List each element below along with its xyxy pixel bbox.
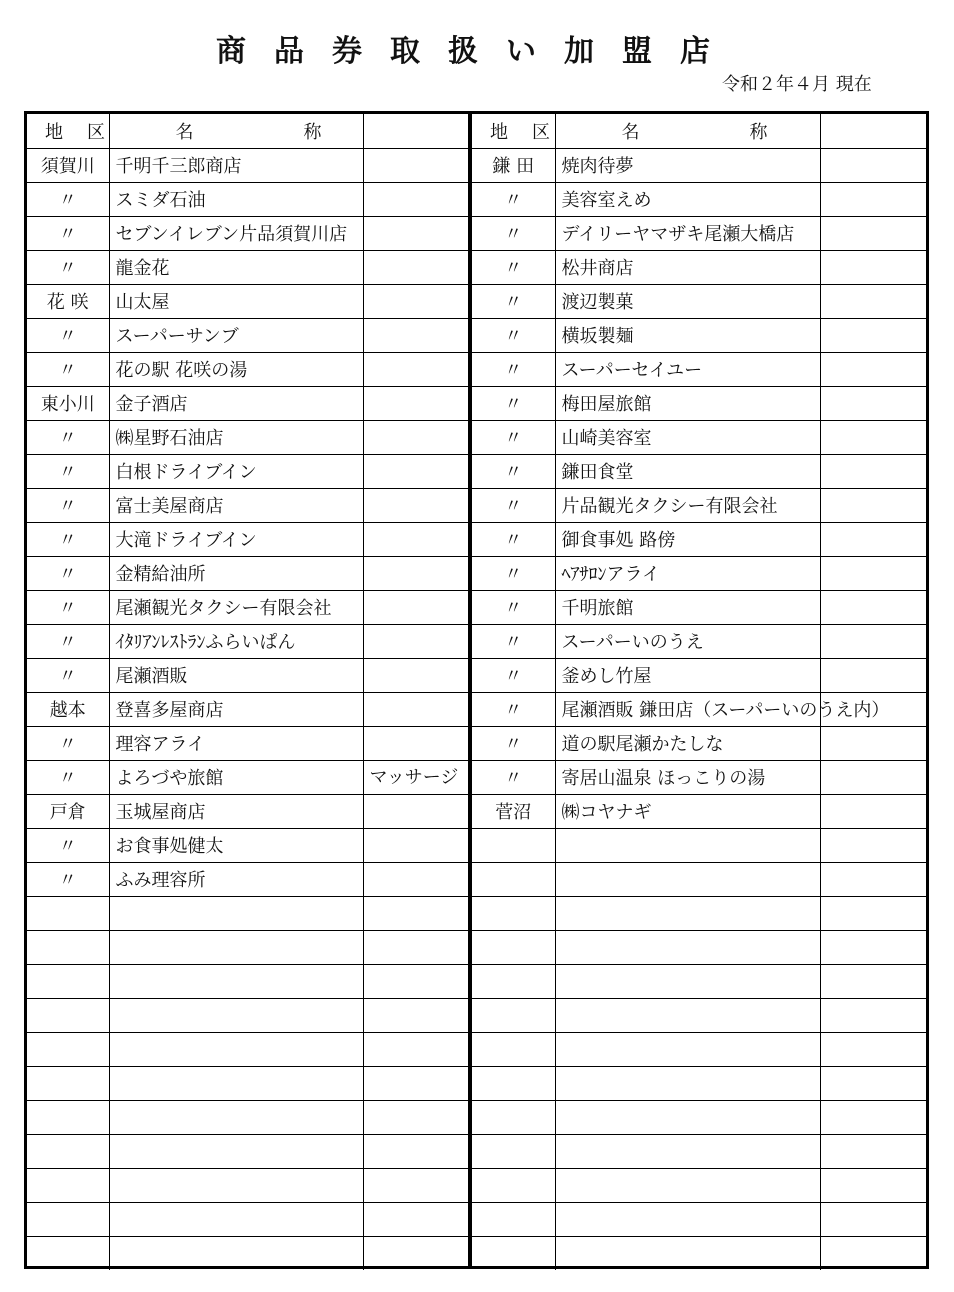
note-cell xyxy=(820,998,926,1032)
table-row xyxy=(27,1066,468,1100)
table-row xyxy=(472,420,926,454)
store-name-cell: 釜めし竹屋 xyxy=(555,658,820,692)
note-cell xyxy=(820,148,926,182)
note-cell: マッサージ xyxy=(363,760,468,794)
store-name-cell: 鎌田食堂 xyxy=(555,454,820,488)
note-cell xyxy=(363,828,468,862)
store-name-cell: 美容室えめ xyxy=(555,182,820,216)
note-cell xyxy=(363,216,468,250)
as-of-date: 令和２年４月 現在 xyxy=(722,74,872,95)
table-row xyxy=(27,216,468,250)
area-cell: 菅沼 xyxy=(472,794,555,828)
note-cell xyxy=(363,1066,468,1100)
note-cell xyxy=(363,964,468,998)
note-cell xyxy=(820,964,926,998)
area-cell: 東小川 xyxy=(27,386,109,420)
table-row xyxy=(472,318,926,352)
note-cell xyxy=(363,862,468,896)
table-row xyxy=(27,1168,468,1202)
table-row xyxy=(27,964,468,998)
area-cell xyxy=(472,862,555,896)
table-row xyxy=(472,1100,926,1134)
store-name-cell xyxy=(109,896,363,930)
note-cell xyxy=(820,216,926,250)
table-row xyxy=(472,862,926,896)
note-cell xyxy=(363,930,468,964)
area-cell: 〃 xyxy=(472,182,555,216)
table-row xyxy=(27,522,468,556)
note-cell xyxy=(820,760,926,794)
area-cell: 〃 xyxy=(27,556,109,590)
note-cell xyxy=(820,862,926,896)
store-name-cell xyxy=(555,1100,820,1134)
note-cell xyxy=(363,624,468,658)
area-cell: 〃 xyxy=(27,318,109,352)
table-row xyxy=(472,760,926,794)
area-cell xyxy=(27,1134,109,1168)
area-cell: 〃 xyxy=(472,420,555,454)
table-row xyxy=(27,692,468,726)
area-cell xyxy=(472,1134,555,1168)
store-name-cell: 千明旅館 xyxy=(555,590,820,624)
table-row xyxy=(27,726,468,760)
table-row xyxy=(27,352,468,386)
note-cell xyxy=(820,386,926,420)
header-name: 名称 xyxy=(555,114,820,148)
note-cell xyxy=(820,590,926,624)
area-cell xyxy=(472,964,555,998)
area-cell xyxy=(472,1100,555,1134)
table-row xyxy=(472,1202,926,1236)
store-name-cell xyxy=(555,862,820,896)
area-cell: 〃 xyxy=(27,182,109,216)
area-cell: 〃 xyxy=(27,420,109,454)
area-cell: 〃 xyxy=(27,522,109,556)
store-name-cell: 尾瀬観光タクシー有限会社 xyxy=(109,590,363,624)
table-row xyxy=(27,624,468,658)
area-cell: 〃 xyxy=(472,556,555,590)
store-name-cell: 道の駅尾瀬かたしな xyxy=(555,726,820,760)
table-row xyxy=(472,250,926,284)
note-cell xyxy=(363,998,468,1032)
table-row xyxy=(472,182,926,216)
area-cell: 〃 xyxy=(27,828,109,862)
left-store-table xyxy=(27,114,468,1270)
table-row xyxy=(472,998,926,1032)
store-name-cell: 金精給油所 xyxy=(109,556,363,590)
table-row xyxy=(27,386,468,420)
note-cell xyxy=(363,182,468,216)
area-cell xyxy=(27,930,109,964)
store-name-cell: セブンイレブン片品須賀川店 xyxy=(109,216,363,250)
store-name-cell: スーパーいのうえ xyxy=(555,624,820,658)
note-cell xyxy=(363,692,468,726)
store-name-cell xyxy=(555,1168,820,1202)
note-cell xyxy=(363,896,468,930)
note-cell xyxy=(820,182,926,216)
table-row xyxy=(27,454,468,488)
note-cell xyxy=(820,556,926,590)
store-name-cell: 登喜多屋商店 xyxy=(109,692,363,726)
table-row xyxy=(27,794,468,828)
note-cell xyxy=(363,1236,468,1270)
table-row xyxy=(472,1066,926,1100)
store-name-cell xyxy=(109,964,363,998)
area-cell: 〃 xyxy=(472,318,555,352)
area-cell xyxy=(27,1202,109,1236)
store-name-cell xyxy=(109,1134,363,1168)
note-cell xyxy=(820,658,926,692)
note-cell xyxy=(820,1032,926,1066)
store-name-cell: 玉城屋商店 xyxy=(109,794,363,828)
store-name-cell: 金子酒店 xyxy=(109,386,363,420)
note-cell xyxy=(820,624,926,658)
header-area: 地区 xyxy=(27,114,109,148)
table-row xyxy=(27,930,468,964)
note-cell xyxy=(820,1066,926,1100)
area-cell: 〃 xyxy=(472,488,555,522)
note-cell xyxy=(363,1100,468,1134)
note-cell xyxy=(820,522,926,556)
area-cell xyxy=(472,930,555,964)
note-cell xyxy=(363,1168,468,1202)
store-name-cell: ﾍｱｻﾛﾝアライ xyxy=(555,556,820,590)
store-name-cell xyxy=(109,998,363,1032)
table-row xyxy=(27,590,468,624)
table-row xyxy=(27,658,468,692)
store-name-cell: 片品観光タクシー有限会社 xyxy=(555,488,820,522)
store-name-cell: 山太屋 xyxy=(109,284,363,318)
area-cell: 〃 xyxy=(472,624,555,658)
table-row xyxy=(472,352,926,386)
store-name-cell xyxy=(109,930,363,964)
note-cell xyxy=(820,794,926,828)
note-cell xyxy=(363,454,468,488)
store-name-cell: よろづや旅館 xyxy=(109,760,363,794)
table-row xyxy=(472,896,926,930)
note-cell xyxy=(363,250,468,284)
table-row xyxy=(472,964,926,998)
note-cell xyxy=(363,148,468,182)
area-cell xyxy=(27,1032,109,1066)
area-cell: 〃 xyxy=(472,216,555,250)
area-cell xyxy=(472,1032,555,1066)
table-row xyxy=(472,454,926,488)
area-cell: 〃 xyxy=(472,590,555,624)
right-header-row xyxy=(472,114,926,148)
header-area: 地区 xyxy=(472,114,555,148)
area-cell xyxy=(27,964,109,998)
store-name-cell xyxy=(109,1066,363,1100)
store-name-cell: スーパーセイユー xyxy=(555,352,820,386)
area-cell: 〃 xyxy=(472,454,555,488)
area-cell: 〃 xyxy=(472,386,555,420)
area-cell xyxy=(27,1236,109,1270)
note-cell xyxy=(820,420,926,454)
area-cell: 〃 xyxy=(27,624,109,658)
table-row xyxy=(472,148,926,182)
table-row xyxy=(27,1202,468,1236)
table-row xyxy=(27,828,468,862)
note-cell xyxy=(363,420,468,454)
table-row xyxy=(472,794,926,828)
store-name-cell xyxy=(555,1236,820,1270)
note-cell xyxy=(363,1032,468,1066)
note-cell xyxy=(363,794,468,828)
store-name-cell xyxy=(109,1202,363,1236)
area-cell xyxy=(472,998,555,1032)
table-row xyxy=(472,1134,926,1168)
table-row xyxy=(27,556,468,590)
note-cell xyxy=(820,352,926,386)
store-name-cell: 富士美屋商店 xyxy=(109,488,363,522)
store-name-cell: 白根ドライブイン xyxy=(109,454,363,488)
note-cell xyxy=(820,318,926,352)
note-cell xyxy=(820,284,926,318)
area-cell xyxy=(472,1168,555,1202)
area-cell xyxy=(472,1236,555,1270)
store-name-cell xyxy=(109,1236,363,1270)
area-cell: 須賀川 xyxy=(27,148,109,182)
area-cell: 〃 xyxy=(472,284,555,318)
store-name-cell: 渡辺製菓 xyxy=(555,284,820,318)
store-name-cell: 千明千三郎商店 xyxy=(109,148,363,182)
table-row xyxy=(472,284,926,318)
store-name-cell: 大滝ドライブイン xyxy=(109,522,363,556)
area-cell: 〃 xyxy=(27,862,109,896)
table-row xyxy=(27,284,468,318)
store-name-cell: スーパーサンブ xyxy=(109,318,363,352)
note-cell xyxy=(363,1202,468,1236)
table-row xyxy=(472,522,926,556)
area-cell xyxy=(27,1100,109,1134)
note-cell xyxy=(363,590,468,624)
table-row xyxy=(472,590,926,624)
note-cell xyxy=(820,250,926,284)
table-row xyxy=(27,862,468,896)
store-name-cell: お食事処健太 xyxy=(109,828,363,862)
table-row xyxy=(472,658,926,692)
note-cell xyxy=(820,726,926,760)
area-cell xyxy=(27,1168,109,1202)
note-cell xyxy=(363,284,468,318)
note-cell xyxy=(820,930,926,964)
store-name-cell xyxy=(555,964,820,998)
store-name-cell: デイリーヤマザキ尾瀬大橋店 xyxy=(555,216,820,250)
area-cell: 〃 xyxy=(27,488,109,522)
area-cell xyxy=(472,1202,555,1236)
store-name-cell: 尾瀬酒販 xyxy=(109,658,363,692)
table-row xyxy=(472,726,926,760)
store-name-cell: 理容アライ xyxy=(109,726,363,760)
left-header-row xyxy=(27,114,468,148)
area-cell: 越本 xyxy=(27,692,109,726)
area-cell: 〃 xyxy=(472,522,555,556)
table-row xyxy=(27,488,468,522)
store-name-cell: 寄居山温泉 ほっこりの湯 xyxy=(555,760,820,794)
table-row xyxy=(27,1134,468,1168)
store-name-cell: スミダ石油 xyxy=(109,182,363,216)
store-name-cell: 尾瀬酒販 鎌田店（スーパーいのうえ内） xyxy=(555,692,820,726)
note-cell xyxy=(820,1168,926,1202)
area-cell xyxy=(472,828,555,862)
area-cell xyxy=(472,896,555,930)
area-cell: 〃 xyxy=(27,454,109,488)
store-name-cell: ㈱コヤナギ xyxy=(555,794,820,828)
table-row xyxy=(472,828,926,862)
area-cell: 〃 xyxy=(472,692,555,726)
note-cell xyxy=(820,1100,926,1134)
area-cell: 鎌 田 xyxy=(472,148,555,182)
table-row xyxy=(472,1168,926,1202)
note-cell xyxy=(363,352,468,386)
note-cell xyxy=(820,828,926,862)
store-name-cell: 梅田屋旅館 xyxy=(555,386,820,420)
store-name-cell xyxy=(109,1032,363,1066)
table-row xyxy=(472,216,926,250)
area-cell xyxy=(27,998,109,1032)
note-cell xyxy=(820,454,926,488)
area-cell: 花 咲 xyxy=(27,284,109,318)
store-name-cell: ふみ理容所 xyxy=(109,862,363,896)
table-row xyxy=(27,420,468,454)
store-name-cell: ㈱星野石油店 xyxy=(109,420,363,454)
page-title: 商品券取扱い加盟店 xyxy=(216,34,738,69)
table-row xyxy=(472,692,926,726)
header-name: 名称 xyxy=(109,114,363,148)
table-row xyxy=(27,318,468,352)
table-row xyxy=(27,1100,468,1134)
store-name-cell xyxy=(555,1134,820,1168)
note-cell xyxy=(363,386,468,420)
area-cell: 〃 xyxy=(27,726,109,760)
store-name-cell: 松井商店 xyxy=(555,250,820,284)
table-row xyxy=(472,930,926,964)
area-cell: 〃 xyxy=(472,726,555,760)
store-name-cell: ｲﾀﾘｱﾝﾚｽﾄﾗﾝふらいぱん xyxy=(109,624,363,658)
area-cell: 〃 xyxy=(27,352,109,386)
area-cell: 〃 xyxy=(27,216,109,250)
area-cell xyxy=(27,896,109,930)
store-name-cell: 御食事処 路傍 xyxy=(555,522,820,556)
table-row xyxy=(472,1236,926,1270)
store-name-cell xyxy=(109,1168,363,1202)
note-cell xyxy=(820,896,926,930)
note-cell xyxy=(363,522,468,556)
note-cell xyxy=(363,1134,468,1168)
table-row xyxy=(27,998,468,1032)
note-cell xyxy=(820,488,926,522)
area-cell: 〃 xyxy=(27,760,109,794)
store-name-cell xyxy=(555,1032,820,1066)
store-name-cell: 横坂製麺 xyxy=(555,318,820,352)
note-cell xyxy=(820,1236,926,1270)
table-row xyxy=(472,386,926,420)
store-name-cell xyxy=(555,998,820,1032)
area-cell: 〃 xyxy=(27,250,109,284)
note-cell xyxy=(363,726,468,760)
area-cell: 〃 xyxy=(472,250,555,284)
area-cell: 〃 xyxy=(472,760,555,794)
right-store-table xyxy=(472,114,926,1270)
area-cell: 〃 xyxy=(27,658,109,692)
area-cell xyxy=(27,1066,109,1100)
store-name-cell xyxy=(555,1202,820,1236)
note-cell xyxy=(363,318,468,352)
store-name-cell: 焼肉待夢 xyxy=(555,148,820,182)
store-name-cell xyxy=(555,896,820,930)
store-name-cell: 花の駅 花咲の湯 xyxy=(109,352,363,386)
store-name-cell xyxy=(555,930,820,964)
note-cell xyxy=(820,1134,926,1168)
note-cell xyxy=(363,556,468,590)
area-cell: 〃 xyxy=(472,658,555,692)
store-name-cell xyxy=(555,828,820,862)
table-row xyxy=(27,896,468,930)
store-name-cell: 龍金花 xyxy=(109,250,363,284)
area-cell: 〃 xyxy=(27,590,109,624)
table-row xyxy=(27,1032,468,1066)
table-row xyxy=(27,760,468,794)
area-cell xyxy=(472,1066,555,1100)
table-row xyxy=(27,1236,468,1270)
table-row xyxy=(472,624,926,658)
store-name-cell xyxy=(555,1066,820,1100)
table-row xyxy=(472,488,926,522)
table-row xyxy=(472,556,926,590)
area-cell: 戸倉 xyxy=(27,794,109,828)
store-name-cell xyxy=(109,1100,363,1134)
note-cell xyxy=(363,488,468,522)
table-row xyxy=(472,1032,926,1066)
table-row xyxy=(27,250,468,284)
note-cell xyxy=(363,658,468,692)
table-row xyxy=(27,182,468,216)
area-cell: 〃 xyxy=(472,352,555,386)
note-cell xyxy=(820,1202,926,1236)
store-name-cell: 山崎美容室 xyxy=(555,420,820,454)
table-row xyxy=(27,148,468,182)
